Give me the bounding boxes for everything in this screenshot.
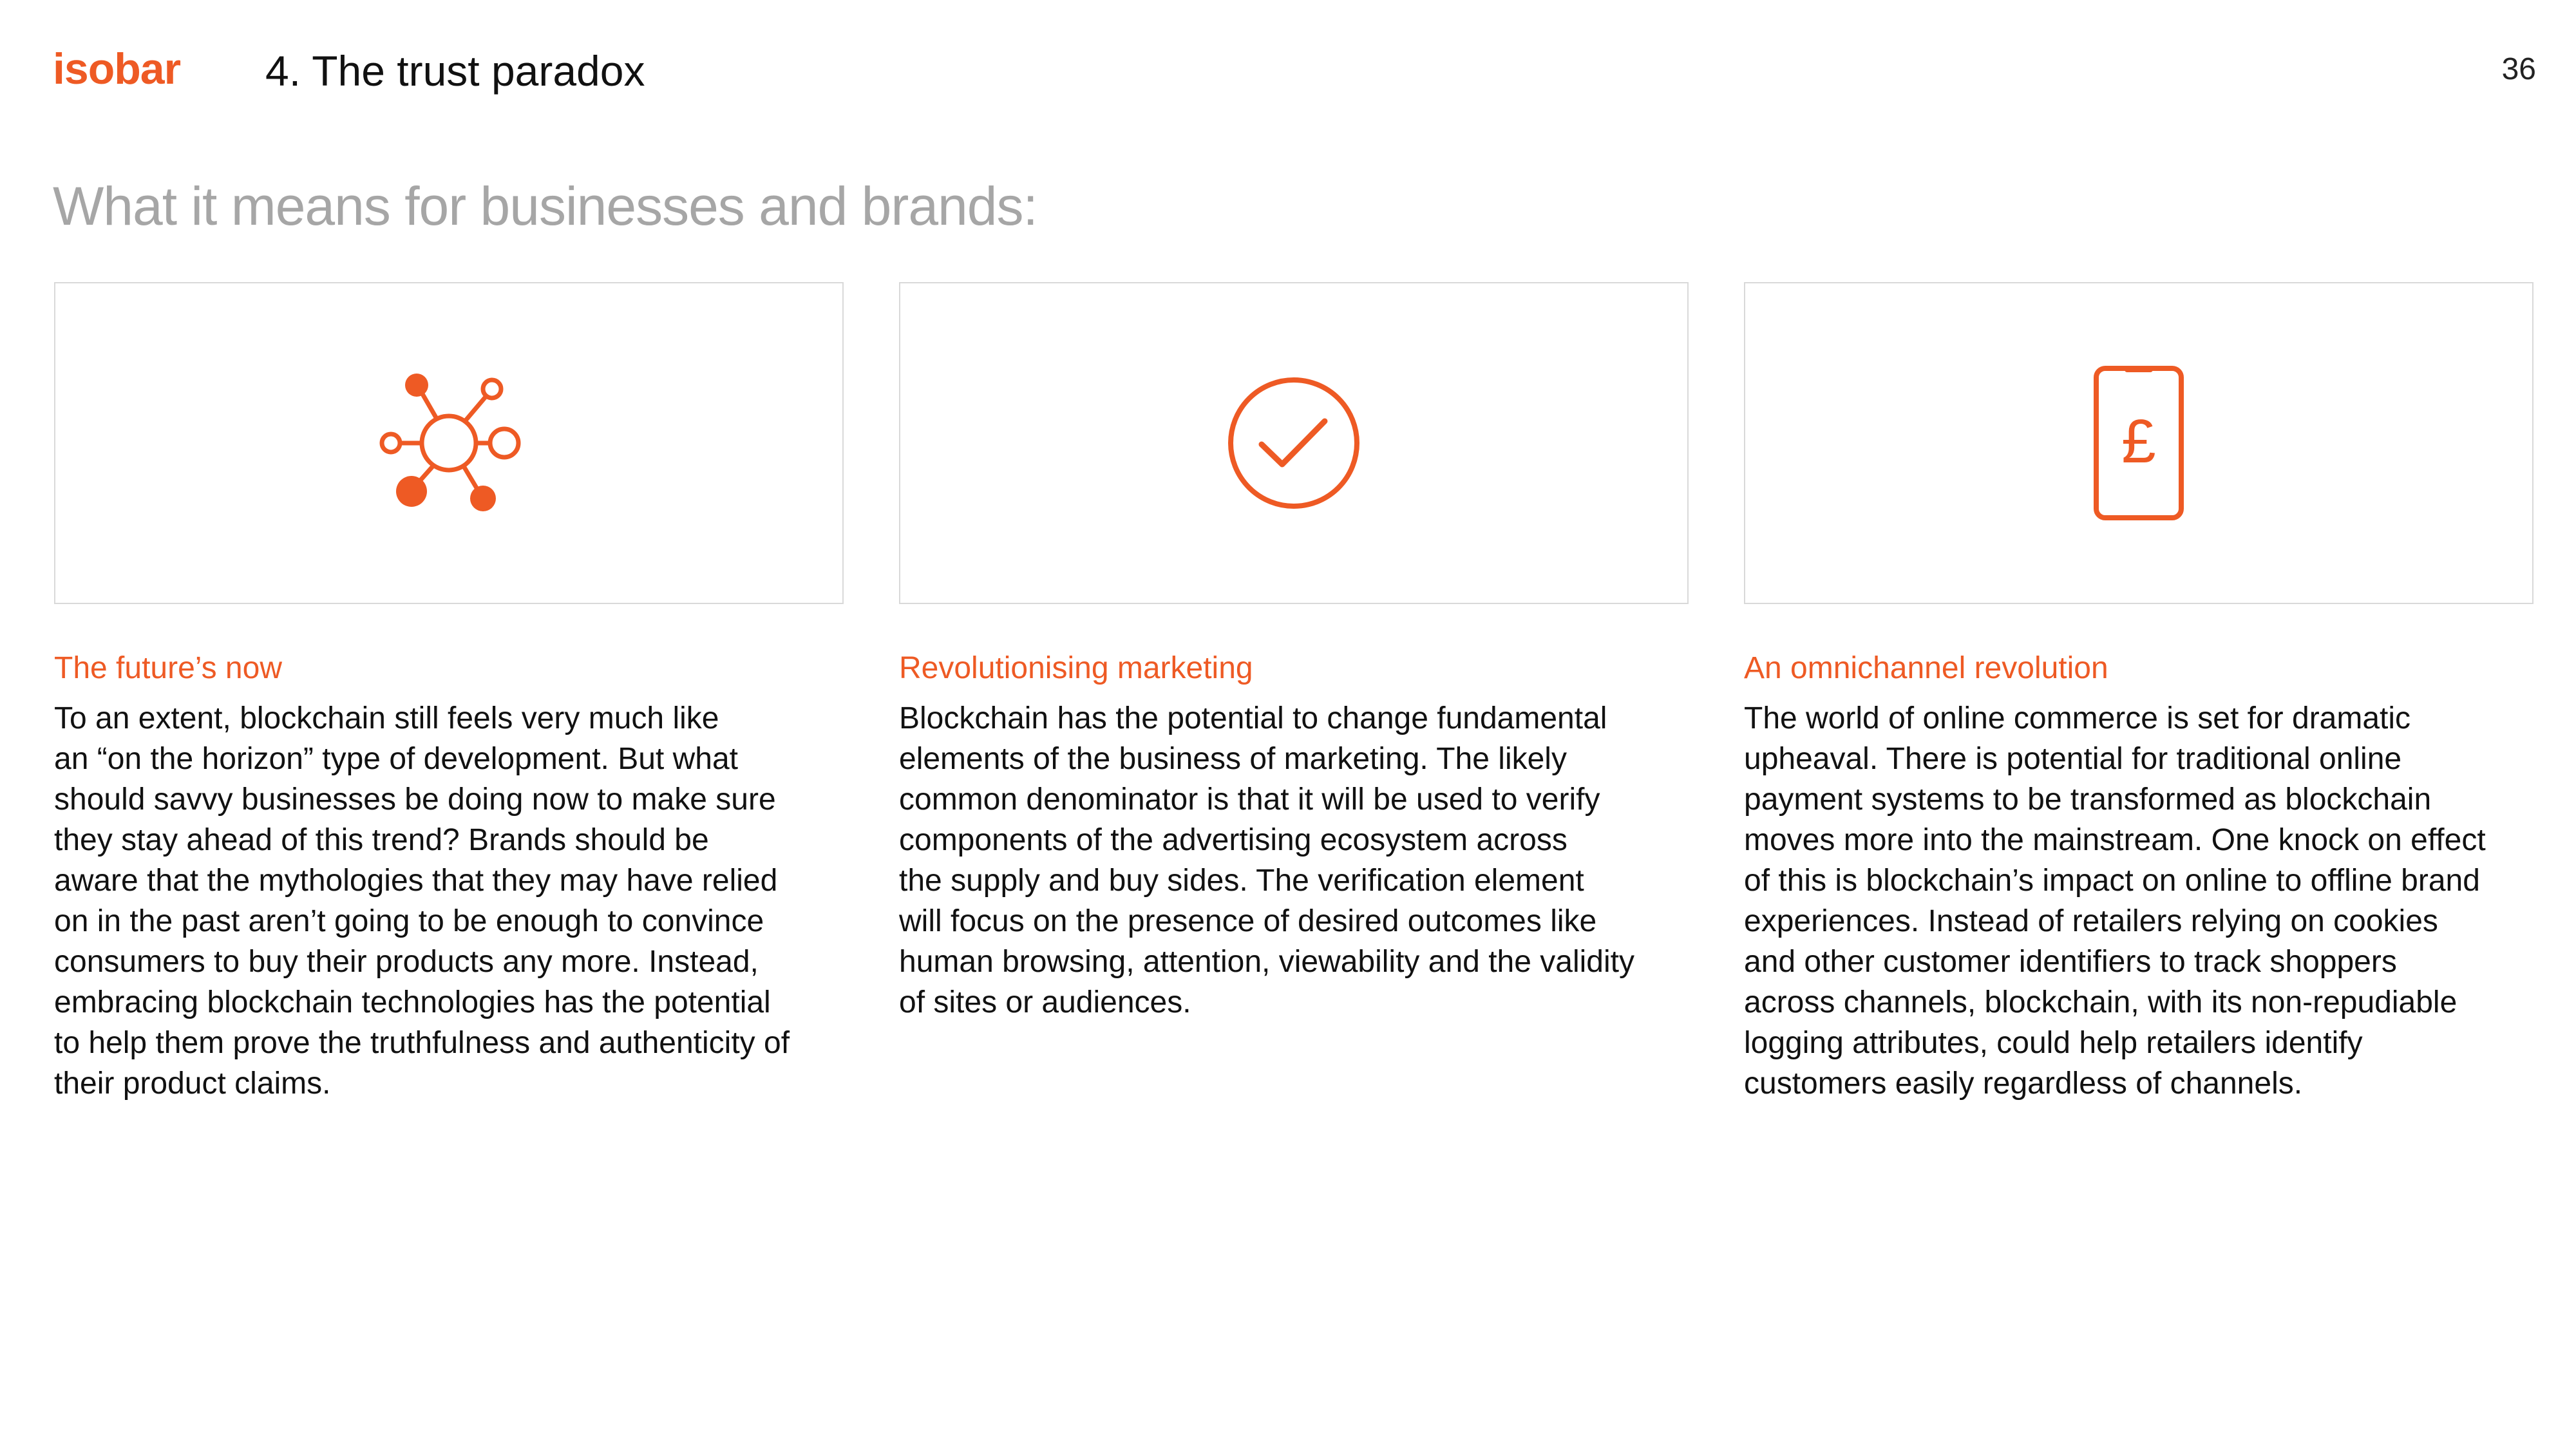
page-number: 36 bbox=[2501, 52, 2536, 86]
page-subtitle: What it means for businesses and brands: bbox=[53, 176, 1037, 236]
column-body: Blockchain has the potential to change fundamental elements of the business of marketing. The likely common denominator is that it will be used to verify components of the advertising ecosystem across the supply and buy sides. The verification element will focus on the presence of desired outcomes like human browsing, attention, viewability and the validity of sites or audiences. bbox=[899, 701, 1634, 1019]
checkmark-circle-icon bbox=[1223, 372, 1365, 514]
column-body: The world of online commerce is set for dramatic upheaval. There is potential for traditional online payment systems to be transformed as blockchain moves more into the mainstream. One knock on effect of this is blockchain’s impact on online to offline brand experiences. Instead of retailers relying on cookies and other customer identifiers to track shoppers across channels, blockchain, with its non-repudiable logging attributes, could help retailers identify customers easily regardless of channels. bbox=[1744, 701, 2486, 1101]
column-heading: An omnichannel revolution bbox=[1744, 651, 2108, 685]
column-body: To an extent, blockchain still feels very much like an “on the horizon” type of development. But what should savvy businesses be doing now to make sure they stay ahead of this trend? Brands should be aware that the mythologies that they may have relied on in the past aren’t going to be enough to convince consumers to buy their products any more. Instead, embracing blockchain technologies has the potential to help them prove the truthfulness and authenticity of their product claims. bbox=[54, 701, 790, 1101]
column-heading: Revolutionising marketing bbox=[899, 651, 1253, 685]
icon-panel bbox=[54, 282, 844, 604]
section-title: 4. The trust paradox bbox=[265, 47, 645, 95]
column-future-now bbox=[54, 282, 846, 1104]
column-omnichannel-revolution bbox=[1744, 282, 2536, 1104]
phone-pound-icon bbox=[2087, 359, 2190, 527]
network-nodes-icon bbox=[365, 359, 533, 527]
icon-panel bbox=[1744, 282, 2533, 604]
column-heading: The future’s now bbox=[54, 651, 282, 685]
svg-text:£: £ bbox=[2121, 407, 2156, 476]
column-revolutionising-marketing bbox=[899, 282, 1691, 1023]
icon-panel bbox=[899, 282, 1689, 604]
isobar-logo: isobar bbox=[53, 44, 181, 93]
